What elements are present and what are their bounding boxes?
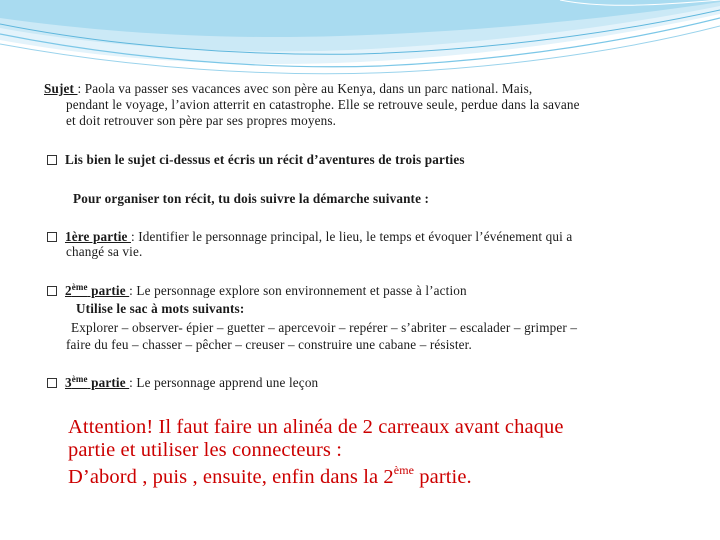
partie2-label: 2ème partie [65, 282, 130, 298]
checkbox-icon [47, 155, 57, 165]
sujet-line-2: pendant le voyage, l’avion atterrit en catastrophe. Elle se retrouve seule, perdue dans la savane [66, 97, 580, 112]
sujet-label: Sujet [44, 81, 78, 96]
mots-line-2: faire du feu – chasser – pêcher – creuser – construire une cabane – résister. [66, 337, 472, 352]
partie3-text: : Le personnage apprend une leçon [129, 375, 319, 390]
sujet-line-1 [44, 81, 532, 97]
checkbox-icon [47, 232, 57, 242]
checkbox-icon [47, 378, 57, 388]
attention-line-2: partie et utiliser les connecteurs : [68, 439, 342, 461]
sujet-line-3: et doit retrouver son père par ses propres moyens. [66, 113, 337, 128]
partie2-line [47, 283, 467, 299]
partie3-label: 3ème partie [65, 374, 130, 390]
partie1-line-1 [47, 229, 572, 245]
partie1-text-1: : Identifier le personnage principal, le lieu, le temps et évoquer l’événement qui a [131, 229, 573, 244]
checkbox-icon [47, 286, 57, 296]
consigne-line [47, 152, 465, 168]
demarche-line: Pour organiser ton récit, tu dois suivre la démarche suivante : [73, 191, 430, 206]
attention-line-3: D’abord , puis , ensuite, enfin dans la 2ème partie. [68, 463, 472, 488]
partie1-label: 1ère partie [65, 229, 131, 244]
attention-line-1: Attention! Il faut faire un alinéa de 2 carreaux avant chaque [68, 416, 564, 438]
sac-a-mots-title: Utilise le sac à mots suivants: [76, 301, 245, 316]
consigne-text: Lis bien le sujet ci-dessus et écris un récit d’aventures de trois parties [65, 152, 465, 167]
sujet-text-1: : Paola va passer ses vacances avec son père au Kenya, dans un parc national. Mais, [77, 81, 533, 96]
decorative-wave-banner [0, 0, 720, 80]
partie2-text: : Le personnage explore son environnement et passe à l’action [129, 283, 467, 298]
mots-line-1: Explorer – observer- épier – guetter – apercevoir – repérer – s’abriter – escalader – grimper – [71, 320, 578, 335]
partie1-line-2: changé sa vie. [66, 244, 143, 259]
partie3-line [47, 375, 318, 391]
